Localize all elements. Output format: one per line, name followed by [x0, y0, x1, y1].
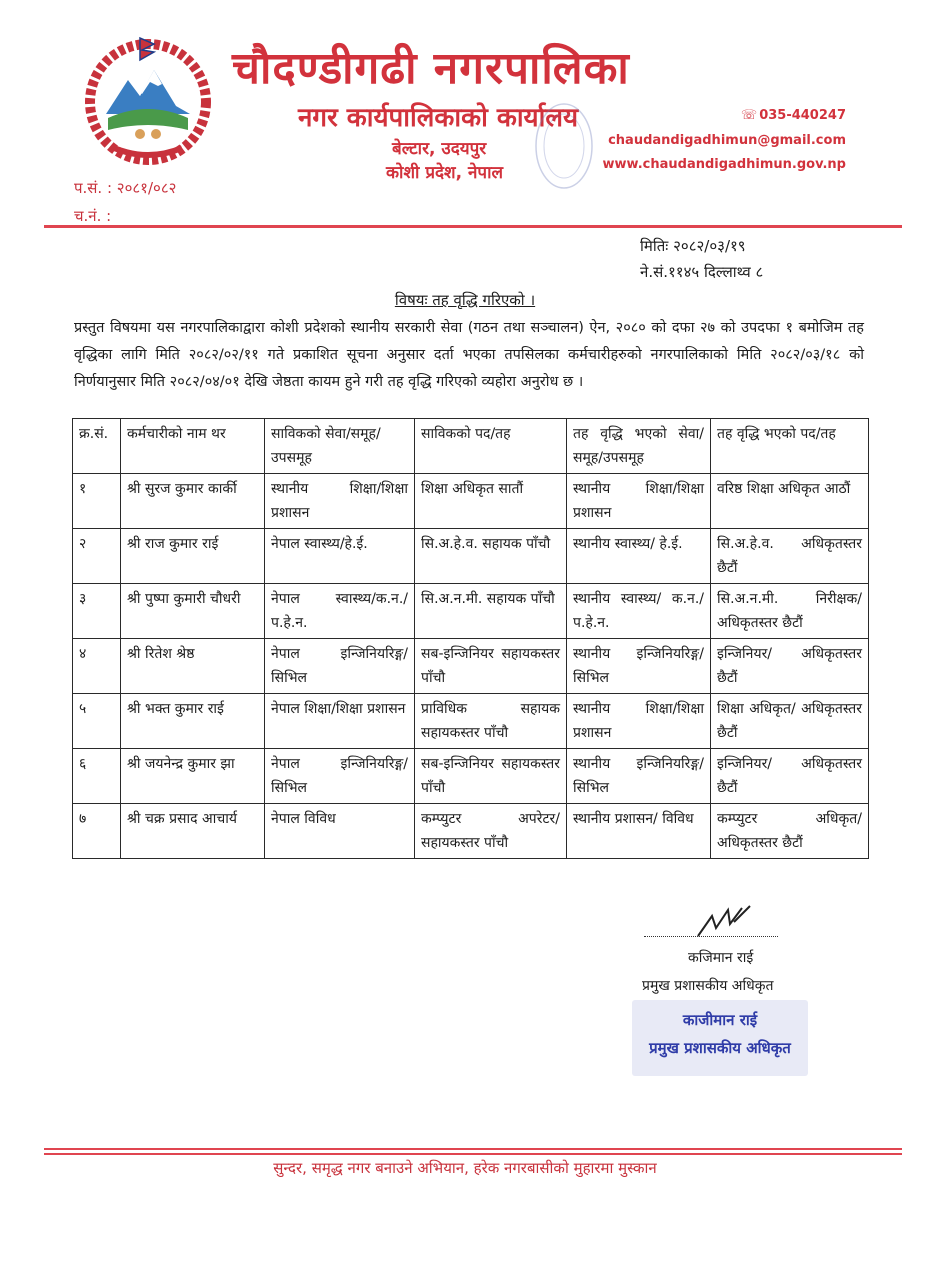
- cell-promoted-post: सि.अ.हे.व. अधिकृतस्तर छैटौं: [711, 529, 869, 584]
- cell-employee-name: श्री चक्र प्रसाद आचार्य: [121, 804, 265, 859]
- cell-serial: ५: [73, 694, 121, 749]
- table-row: [73, 804, 869, 859]
- col-header-promoted-post: तह वृद्धि भएको पद/तह: [711, 419, 869, 474]
- cell-employee-name: श्री राज कुमार राई: [121, 529, 265, 584]
- phone-number: [741, 108, 846, 123]
- footer-divider-top: [44, 1148, 902, 1150]
- municipality-name: चौदण्डीगढी नगरपालिका: [232, 43, 630, 94]
- col-header-employee-name: कर्मचारीको नाम थर: [121, 419, 265, 474]
- cell-serial: ३: [73, 584, 121, 639]
- signatory-title: प्रमुख प्रशासकीय अधिकृत: [642, 978, 774, 994]
- footer-divider-bottom: [44, 1153, 902, 1155]
- nepal-sambat-date: ने.सं.११४५ दिल्लाथ्व ८: [640, 263, 764, 281]
- signature-line: [644, 936, 778, 937]
- cell-promoted-service: स्थानीय स्वास्थ्य/ हे.ई.: [567, 529, 711, 584]
- cell-previous-service: नेपाल विविध: [265, 804, 415, 859]
- cell-previous-post: सब-इन्जिनियर सहायकस्तर पाँचौ: [415, 749, 567, 804]
- cell-promoted-post: शिक्षा अधिकृत/ अधिकृतस्तर छैटौं: [711, 694, 869, 749]
- cell-previous-service: नेपाल शिक्षा/शिक्षा प्रशासन: [265, 694, 415, 749]
- cell-promoted-service: स्थानीय स्वास्थ्य/ क.न./प.हे.न.: [567, 584, 711, 639]
- nepal-emblem-icon: [78, 30, 218, 170]
- table-row: [73, 529, 869, 584]
- cell-serial: २: [73, 529, 121, 584]
- cell-previous-service: नेपाल इन्जिनियरिङ्ग/ सिभिल: [265, 639, 415, 694]
- cell-employee-name: श्री सुरज कुमार कार्की: [121, 474, 265, 529]
- address-line-1: बेल्टार, उदयपुर: [392, 139, 487, 159]
- footer-slogan: सुन्दर, समृद्ध नगर बनाउने अभियान, हरेक नगरबासीको मुहारमा मुस्कान: [273, 1159, 657, 1177]
- cell-promoted-service: स्थानीय प्रशासन/ विविध: [567, 804, 711, 859]
- cell-promoted-post: कम्प्युटर अधिकृत/ अधिकृतस्तर छैटौं: [711, 804, 869, 859]
- col-header-serial: क्र.सं.: [73, 419, 121, 474]
- cell-promoted-post: वरिष्ठ शिक्षा अधिकृत आठौं: [711, 474, 869, 529]
- office-name: नगर कार्यपालिकाको कार्यालय: [298, 103, 579, 133]
- letter-subject: विषयः तह वृद्धि गरिएको ।: [394, 291, 536, 309]
- header-divider: [44, 225, 902, 228]
- stamp-title: प्रमुख प्रशासकीय अधिकृत: [649, 1039, 791, 1057]
- table-row: [73, 474, 869, 529]
- cell-promoted-service: स्थानीय इन्जिनियरिङ्ग/ सिभिल: [567, 639, 711, 694]
- letter-date: मितिः २०८२/०३/१९: [640, 237, 746, 255]
- cell-previous-service: स्थानीय शिक्षा/शिक्षा प्रशासन: [265, 474, 415, 529]
- table-row: [73, 694, 869, 749]
- table-row: [73, 749, 869, 804]
- stamp-name: काजीमान राई: [682, 1011, 758, 1029]
- cell-promoted-service: स्थानीय शिक्षा/शिक्षा प्रशासन: [567, 694, 711, 749]
- email-address[interactable]: chaudandigadhimun@gmail.com: [608, 133, 846, 148]
- promotion-table: [72, 418, 869, 859]
- table-row: [73, 584, 869, 639]
- table-row: [73, 639, 869, 694]
- office-seal-icon: [532, 100, 596, 192]
- cell-previous-post: सब-इन्जिनियर सहायकस्तर पाँचौ: [415, 639, 567, 694]
- official-stamp: [632, 1000, 808, 1076]
- phone-text: 035-440247: [759, 108, 846, 123]
- table-header-row: [73, 419, 869, 474]
- cell-employee-name: श्री भक्त कुमार राई: [121, 694, 265, 749]
- cell-serial: १: [73, 474, 121, 529]
- col-header-promoted-service: तह वृद्धि भएको सेवा/समूह/उपसमूह: [567, 419, 711, 474]
- cell-previous-post: शिक्षा अधिकृत सातौं: [415, 474, 567, 529]
- letter-body: प्रस्तुत विषयमा यस नगरपालिकाद्वारा कोशी प्रदेशको स्थानीय सरकारी सेवा (गठन तथा सञ्चालन) ऐन, २०८० को दफा २७ को उपदफा १ बमोजिम तह वृद्धिका लागि मिति २०८२/०२/११ गते प्रकाशित सूचना अनुसार दर्ता भएका तपसिलका कर्मचारीहरुको नगरपालिकाको मिति २०८२/०३/१८ को निर्णयानुसार मिति २०८२/०४/०१ देखि जेष्ठता कायम हुने गरी तह वृद्धि गरिएको व्यहोरा अनुरोध छ ।: [74, 320, 864, 390]
- cell-employee-name: श्री रितेश श्रेष्ठ: [121, 639, 265, 694]
- cell-promoted-post: सि.अ.न.मी. निरीक्षक/ अधिकृतस्तर छैटौं: [711, 584, 869, 639]
- address-line-2: कोशी प्रदेश, नेपाल: [386, 163, 503, 183]
- phone-icon: ☏: [740, 108, 758, 123]
- col-header-previous-service: साविकको सेवा/समूह/उपसमूह: [265, 419, 415, 474]
- cell-employee-name: श्री जयनेन्द्र कुमार झा: [121, 749, 265, 804]
- cell-serial: ७: [73, 804, 121, 859]
- cell-previous-post: सि.अ.न.मी. सहायक पाँचौ: [415, 584, 567, 639]
- cell-employee-name: श्री पुष्पा कुमारी चौधरी: [121, 584, 265, 639]
- col-header-previous-post: साविकको पद/तह: [415, 419, 567, 474]
- cell-serial: ६: [73, 749, 121, 804]
- cell-previous-post: सि.अ.हे.व. सहायक पाँचौ: [415, 529, 567, 584]
- cell-previous-service: नेपाल स्वास्थ्य/हे.ई.: [265, 529, 415, 584]
- cell-previous-post: कम्प्युटर अपरेटर/ सहायकस्तर पाँचौ: [415, 804, 567, 859]
- cell-previous-service: नेपाल इन्जिनियरिङ्ग/ सिभिल: [265, 749, 415, 804]
- cell-promoted-service: स्थानीय इन्जिनियरिङ्ग/ सिभिल: [567, 749, 711, 804]
- cell-previous-service: नेपाल स्वास्थ्य/क.न./ प.हे.न.: [265, 584, 415, 639]
- cell-promoted-service: स्थानीय शिक्षा/शिक्षा प्रशासन: [567, 474, 711, 529]
- dispatch-number: च.नं. :: [74, 207, 112, 225]
- website-link[interactable]: www.chaudandigadhimun.gov.np: [602, 157, 846, 172]
- letter-reference-number: प.सं. : २०८१/०८२: [74, 179, 177, 197]
- cell-promoted-post: इन्जिनियर/ अधिकृतस्तर छैटौं: [711, 749, 869, 804]
- cell-previous-post: प्राविधिक सहायक सहायकस्तर पाँचौ: [415, 694, 567, 749]
- signatory-name: कजिमान राई: [688, 950, 754, 966]
- cell-serial: ४: [73, 639, 121, 694]
- cell-promoted-post: इन्जिनियर/ अधिकृतस्तर छैटौं: [711, 639, 869, 694]
